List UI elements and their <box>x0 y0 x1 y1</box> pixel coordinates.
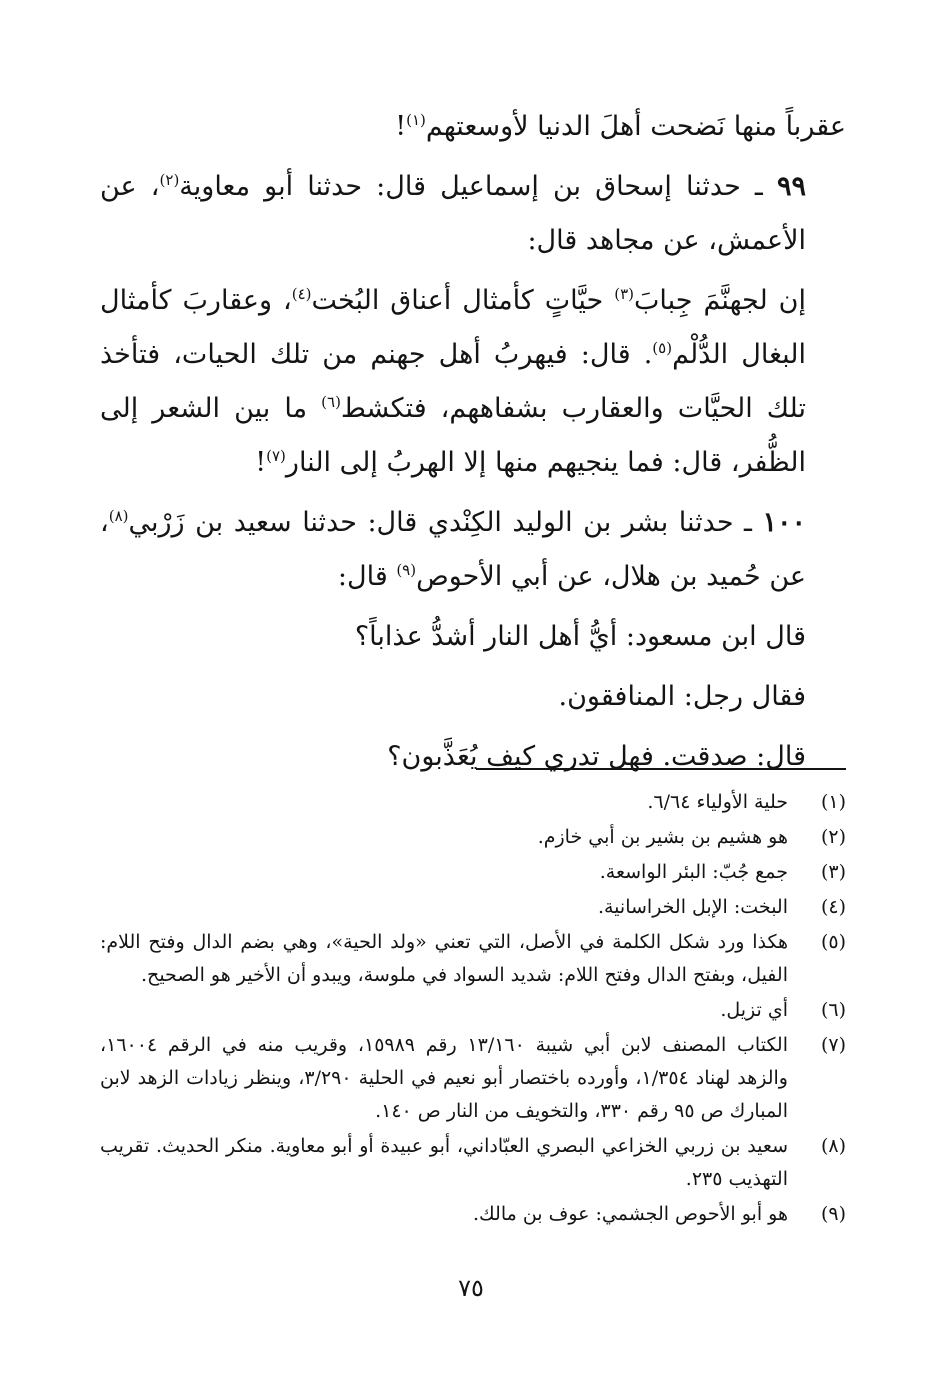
footnote-text: أي تزيل. <box>720 999 788 1021</box>
hadith-text: قال: <box>337 561 397 592</box>
footnote-ref-6[interactable]: (٦) <box>321 393 341 411</box>
hadith-99 <box>100 160 846 268</box>
page-number: ٧٥ <box>458 1274 484 1302</box>
footnote-text: هكذا ورد شكل الكلمة في الأصل، التي تعني «ولد الحية»، وهي بضم الدال وفتح اللام: الفيل، وبفتح الدال وفتح اللام: شديد السواد في ملوسة، ويبدو أن الأخير هو الصحيح. <box>100 931 788 986</box>
footnote-separator <box>476 768 846 770</box>
footnote-6 <box>100 994 846 1027</box>
footnote-number: (٦) <box>820 999 846 1021</box>
footnote-ref-5[interactable]: (٥) <box>652 339 673 357</box>
footnote-2 <box>100 821 846 854</box>
hadith-text: ، عن حُميد بن هلال، عن أبي الأحوص <box>100 507 806 592</box>
footnote-number: (٣) <box>820 861 846 883</box>
footnote-text: جمع جُبّ: البئر الواسعة. <box>599 861 788 883</box>
hadith-number: ٩٩ <box>776 171 806 202</box>
dialogue-line-1: قال ابن مسعود: أيُّ أهل النار أشدُّ عذاباً؟ <box>354 621 806 652</box>
paragraph-text: ، وعقاربَ كأمثال البغال الدُّلْم <box>100 285 806 370</box>
footnote-ref-1[interactable]: (١) <box>406 111 426 129</box>
footnote-7 <box>100 1029 846 1128</box>
footnote-9 <box>100 1198 846 1231</box>
paragraph-text: ! <box>255 447 267 478</box>
footnote-text: سعيد بن زربي الخزاعي البصري العبّاداني، أبو عبيدة أو أبو معاوية. منكر الحديث. تقريب التهذيب ٢٣٥. <box>100 1135 788 1190</box>
footnote-text: حلية الأولياء ٦/٦٤. <box>647 791 788 813</box>
footnote-4 <box>100 891 846 924</box>
footnote-5 <box>100 926 846 992</box>
footnote-number: (١) <box>820 791 846 813</box>
footnote-number: (٢) <box>820 826 846 848</box>
footnote-3 <box>100 856 846 889</box>
paragraph-1 <box>100 100 846 154</box>
hadith-number: ١٠٠ <box>762 507 806 538</box>
paragraph-text: . قال: فيهربُ أهل جهنم من تلك الحيات، فتأخذ تلك الحيَّات والعقارب بشفاههم، فتكشط <box>100 339 806 424</box>
dialogue-line-2: فقال رجل: المنافقون. <box>558 681 806 712</box>
hadith-text: ، عن الأعمش، عن مجاهد قال: <box>100 171 806 256</box>
footnote-8 <box>100 1130 846 1196</box>
paragraph-text: عقرباً منها نَضحت أهلَ الدنيا لأوسعتهم <box>425 111 846 142</box>
footnote-number: (٥) <box>820 931 846 953</box>
footnote-text: هو أبو الأحوص الجشمي: عوف بن مالك. <box>472 1203 788 1225</box>
footnote-ref-7[interactable]: (٧) <box>266 447 286 465</box>
footnote-text: البخت: الإبل الخراسانية. <box>597 896 788 918</box>
paragraph-text: حيَّاتٍ كأمثال أعناق البُخت <box>311 285 615 316</box>
footnote-number: (٧) <box>820 1034 846 1056</box>
footnote-ref-2[interactable]: (٢) <box>159 171 180 189</box>
paragraph-text: ما بين الشعر إلى الظُّفر، قال: فما ينجيهم منها إلا الهربُ إلى النار <box>100 393 806 478</box>
footnotes <box>100 786 846 1233</box>
footnote-text: هو هشيم بن بشير بن أبي خازم. <box>537 826 788 848</box>
footnote-text: الكتاب المصنف لابن أبي شيبة ١٣/١٦٠ رقم ١٥٩٨٩، وقريب منه في الرقم ١٦٠٠٤، والزهد لهناد ١/٣٥٤، وأورده باختصار أبو نعيم في الحلية ٣/٢٩٠، وينظر زيادات الزهد لابن المبارك ص ٩٥ رقم ٣٣٠، والتخويف من النار ص ١٤٠. <box>100 1034 789 1122</box>
dialogue-line-3: قال: صدقت. فهل تدري كيف يُعَذَّبون؟ <box>387 741 806 772</box>
hadith-text: ـ حدثنا بشر بن الوليد الكِنْدي قال: حدثنا سعيد بن زَرْبي <box>128 507 763 538</box>
main-text <box>100 100 846 790</box>
footnote-number: (٩) <box>820 1203 846 1225</box>
paragraph-text: إن لجهنَّمَ جِبابَ <box>634 285 806 316</box>
footnote-ref-4[interactable]: (٤) <box>291 285 312 303</box>
footnote-ref-9[interactable]: (٩) <box>396 561 417 579</box>
footnote-1 <box>100 786 846 819</box>
hadith-text: ـ حدثنا إسحاق بن إسماعيل قال: حدثنا أبو معاوية <box>179 171 777 202</box>
footnote-number: (٨) <box>820 1135 846 1157</box>
footnote-number: (٤) <box>820 896 846 918</box>
hadith-100 <box>100 496 846 604</box>
footnote-ref-8[interactable]: (٨) <box>108 507 129 525</box>
footnote-ref-3[interactable]: (٣) <box>614 285 634 303</box>
paragraph-text: ! <box>395 111 407 142</box>
paragraph-3 <box>100 274 846 490</box>
